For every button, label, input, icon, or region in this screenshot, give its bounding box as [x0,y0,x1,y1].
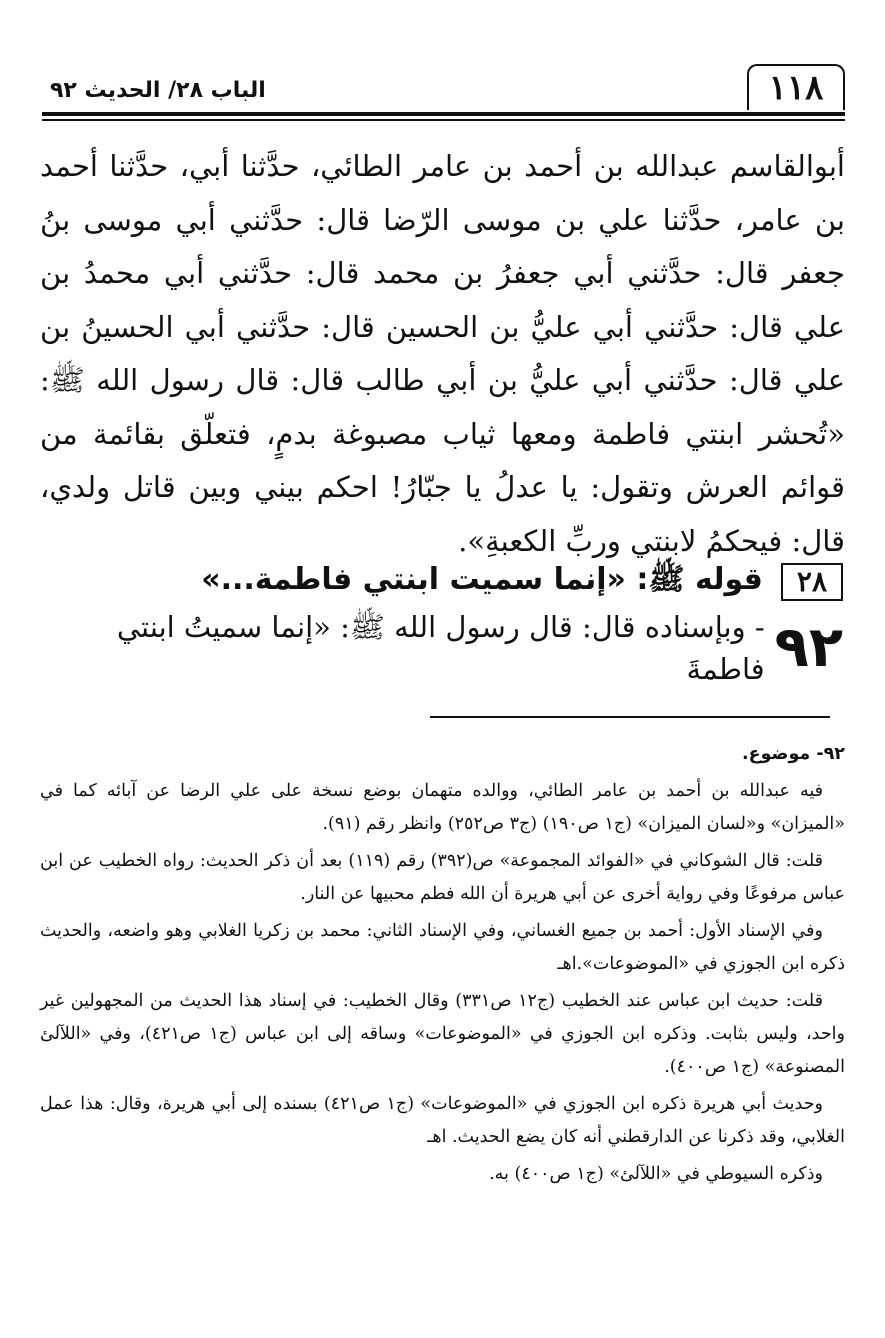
main-text-block [40,140,845,568]
footnote-paragraph: قلت: قال الشوكاني في «الفوائد المجموعة» ص(٣٩٢) رقم (١١٩) بعد أن ذكر الحديث: رواه الخطيب عن ابن عباس مرفوعًا وفي رواية أخرى عن أبي هريرة أن الله فطم محبيها عن النار. [40,851,845,904]
footnotes [40,738,845,1195]
footnote-paragraph: فيه عبدالله بن أحمد بن عامر الطائي، ووالده متهمان بوضع نسخة على علي الرضا عن آبائه كما في «الميزان» و«لسان الميزان» (ج١ ص١٩٠) (ج٣ ص٢٥٢) وانظر رقم (٩١). [40,781,845,834]
footnote-paragraph: وذكره السيوطي في «اللآلئ» (ج١ ص٤٠٠) به. [489,1164,823,1184]
hadith-text: - وبإسناده قال: قال رسول الله ﷺ: «إنما سميتُ ابنتي فاطمةَ [116,610,765,686]
header-rule [42,112,845,116]
footnote-paragraph: قلت: حديث ابن عباس عند الخطيب (ج١٢ ص٣٣١) وقال الخطيب: في إسناد هذا الحديث من المجهولين غير واحد، وليس بثابت. وذكره ابن الجوزي في «الموضوعات» وساقه إلى ابن عباس (ج١ ص٤٢١)، وفي «اللآلئ المصنوعة» (ج١ ص٤٠٠). [40,991,845,1077]
section-heading [38,558,843,606]
section-number: ٢٨ [781,563,843,601]
footnote-separator [430,716,830,718]
footnote-heading: ٩٢- موضوع. [741,744,845,764]
running-head: الباب ٢٨/ الحديث ٩٢ [50,78,266,103]
main-paragraph: أبوالقاسم عبدالله بن أحمد بن عامر الطائي، حدَّثنا أبي، حدَّثنا أحمد بن عامر، حدَّثنا علي بن موسى الرّضا قال: حدَّثني أبي موسى بنُ جعفر قال: حدَّثني أبي جعفرُ بن محمد قال: حدَّثني أبي محمدُ بن علي قال: حدَّثني أبي عليُّ بن الحسين قال: حدَّثني أبي الحسينُ بن علي قال: حدَّثني أبي عليُّ بن أبي طالب قال: قال رسول الله ﷺ: «تُحشر ابنتي فاطمة ومعها ثياب مصبوغة بدمٍ، فتعلّق بقائمة من قوائم العرش وتقول: يا عدلُ يا جبّارُ! احكم بيني وبين قاتل ولدي، قال: فيحكمُ لابنتي وربِّ الكعبةِ». [40,149,845,558]
section-title: قوله ﷺ: «إنما سميت ابنتي فاطمة...» [201,561,763,597]
header-rule-thin [42,119,845,121]
page-number: ١١٨ [747,64,845,110]
hadith-number: ٩٢ [774,615,843,680]
page-header [42,58,845,120]
hadith-line [38,610,843,686]
footnote-paragraph: وفي الإسناد الأول: أحمد بن جميع الغساني، وفي الإسناد الثاني: محمد بن زكريا الغلابي وهو واضعه، والحديث ذكره ابن الجوزي في «الموضوعات».اهـ [40,921,845,974]
footnote-paragraph: وحديث أبي هريرة ذكره ابن الجوزي في «الموضوعات» (ج١ ص٤٢١) بسنده إلى أبي هريرة، وقال: هذا عمل الغلابي، وقد ذكرنا عن الدارقطني أنه كان يضع الحديث. اهـ [40,1094,845,1147]
